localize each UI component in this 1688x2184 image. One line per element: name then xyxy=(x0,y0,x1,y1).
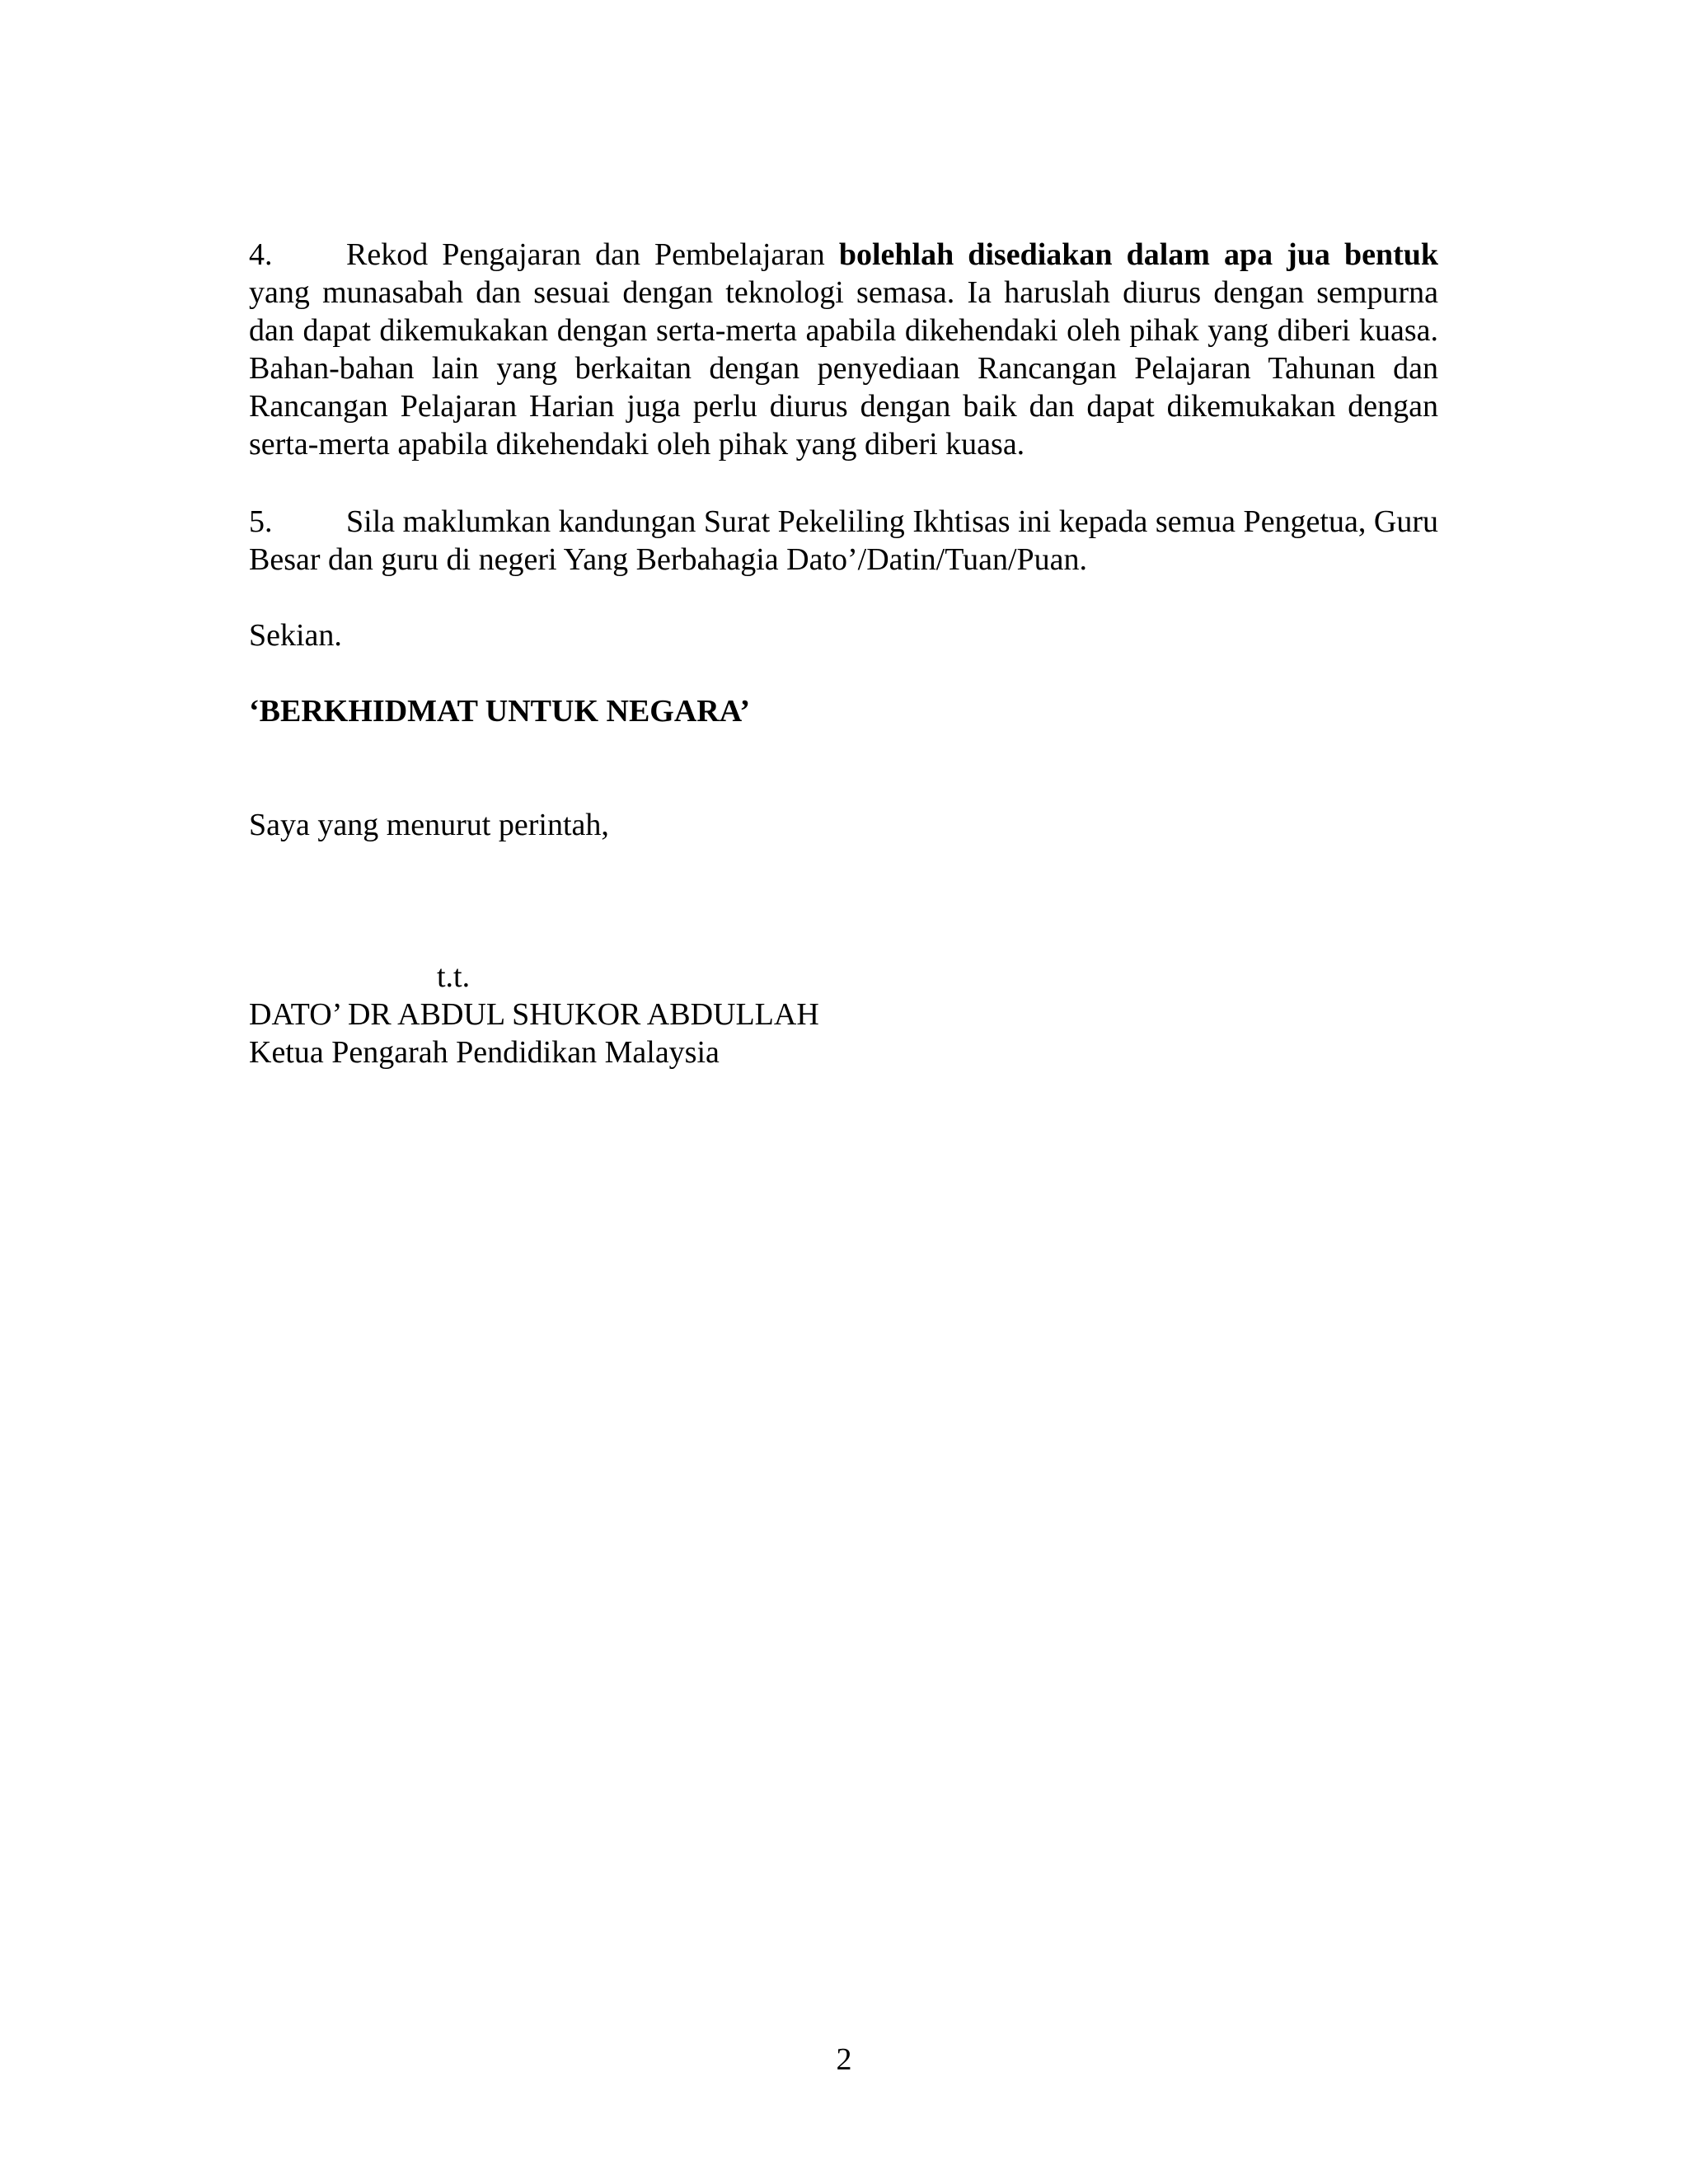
paragraph-5-number: 5. xyxy=(249,504,273,539)
signoff-text: Saya yang menurut perintah, xyxy=(249,808,609,842)
paragraph-4-number: 4. xyxy=(249,237,273,272)
paragraph-5 xyxy=(249,503,1438,579)
paragraph-4-lead: Rekod Pengajaran dan Pembelajaran xyxy=(346,237,839,272)
motto-text xyxy=(249,692,1438,730)
paragraph-4-emphasis: bolehlah disediakan dalam apa jua bentuk xyxy=(838,237,1439,272)
page-number: 2 xyxy=(836,2042,852,2077)
paragraph-4-rest: yang munasabah dan sesuai dengan teknologi semasa. Ia haruslah diurus dengan sempurna dan dapat dikemukakan dengan serta-merta apabila dikehendaki oleh pihak yang diberi kuasa. Bahan-bahan lain yang berkaitan dengan penyediaan Rancangan Pelajaran Tahunan dan Rancangan Pelajaran Harian juga perlu diurus dengan baik dan dapat dikemukakan dengan serta-merta apabila dikehendaki oleh pihak yang diberi kuasa. xyxy=(249,275,1438,462)
closing-text: Sekian. xyxy=(249,618,342,653)
signatory-title: Ketua Pengarah Pendidikan Malaysia xyxy=(249,1035,720,1070)
signature-block xyxy=(249,958,1438,1071)
signature-mark: t.t. xyxy=(437,959,471,994)
signatory-name: DATO’ DR ABDUL SHUKOR ABDULLAH xyxy=(249,997,819,1032)
paragraph-5-text: Sila maklumkan kandungan Surat Pekeliling Ikhtisas ini kepada semua Pengetua, Guru Besar dan guru di negeri Yang Berbahagia Dato’/Datin/Tuan/Puan. xyxy=(249,504,1438,577)
motto-bold: ‘BERKHIDMAT UNTUK NEGARA’ xyxy=(249,694,751,729)
paragraph-4 xyxy=(249,236,1438,463)
